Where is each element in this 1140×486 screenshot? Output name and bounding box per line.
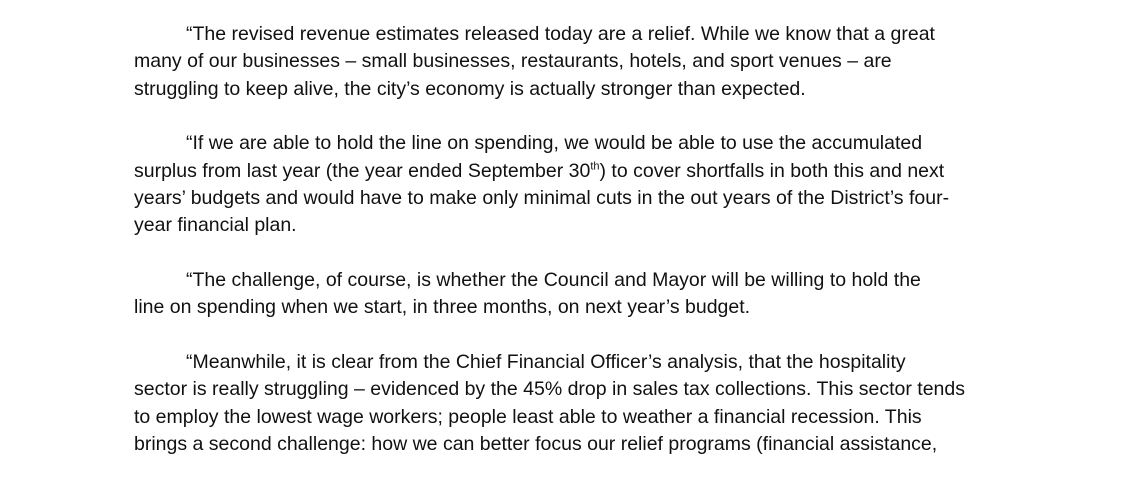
text-line: line on spending when we start, in three months, on next year’s budget.	[134, 296, 751, 319]
text-segment: surplus from last year (the year ended September 30	[134, 159, 591, 182]
text-line: struggling to keep alive, the city’s economy is actually stronger than expected.	[134, 77, 806, 100]
paragraph-challenge	[134, 267, 1009, 322]
text-line: “The challenge, of course, is whether the Council and Mayor will be willing to hold the	[186, 269, 921, 292]
paragraph-revenue-estimates	[134, 21, 1009, 103]
text-line: “If we are able to hold the line on spending, we would be able to use the accumulated	[186, 132, 923, 155]
text-segment: ) to cover shortfalls in both this and next	[599, 159, 945, 182]
paragraph-hold-spending	[134, 130, 1009, 239]
text-line: year financial plan.	[134, 214, 297, 237]
document-page	[134, 21, 1009, 486]
text-line: “The revised revenue estimates released today are a relief. While we know that a great	[186, 23, 935, 45]
text-line: “Meanwhile, it is clear from the Chief Financial Officer’s analysis, that the hospitality	[186, 351, 906, 374]
text-line: years’ budgets and would have to make only minimal cuts in the out years of the District’s four-	[134, 186, 950, 209]
ordinal-superscript: th	[590, 160, 600, 173]
text-line: sector is really struggling – evidenced by the 45% drop in sales tax collections. This sector tends	[134, 378, 965, 401]
text-line: to employ the lowest wage workers; people least able to weather a financial recession. This	[134, 405, 922, 428]
text-line: brings a second challenge: how we can better focus our relief programs (financial assistance,	[134, 433, 938, 456]
text-line-with-superscript	[134, 158, 1009, 185]
paragraph-hospitality-sector	[134, 349, 1009, 458]
text-line: many of our businesses – small businesses, restaurants, hotels, and sport venues – are	[134, 50, 892, 73]
